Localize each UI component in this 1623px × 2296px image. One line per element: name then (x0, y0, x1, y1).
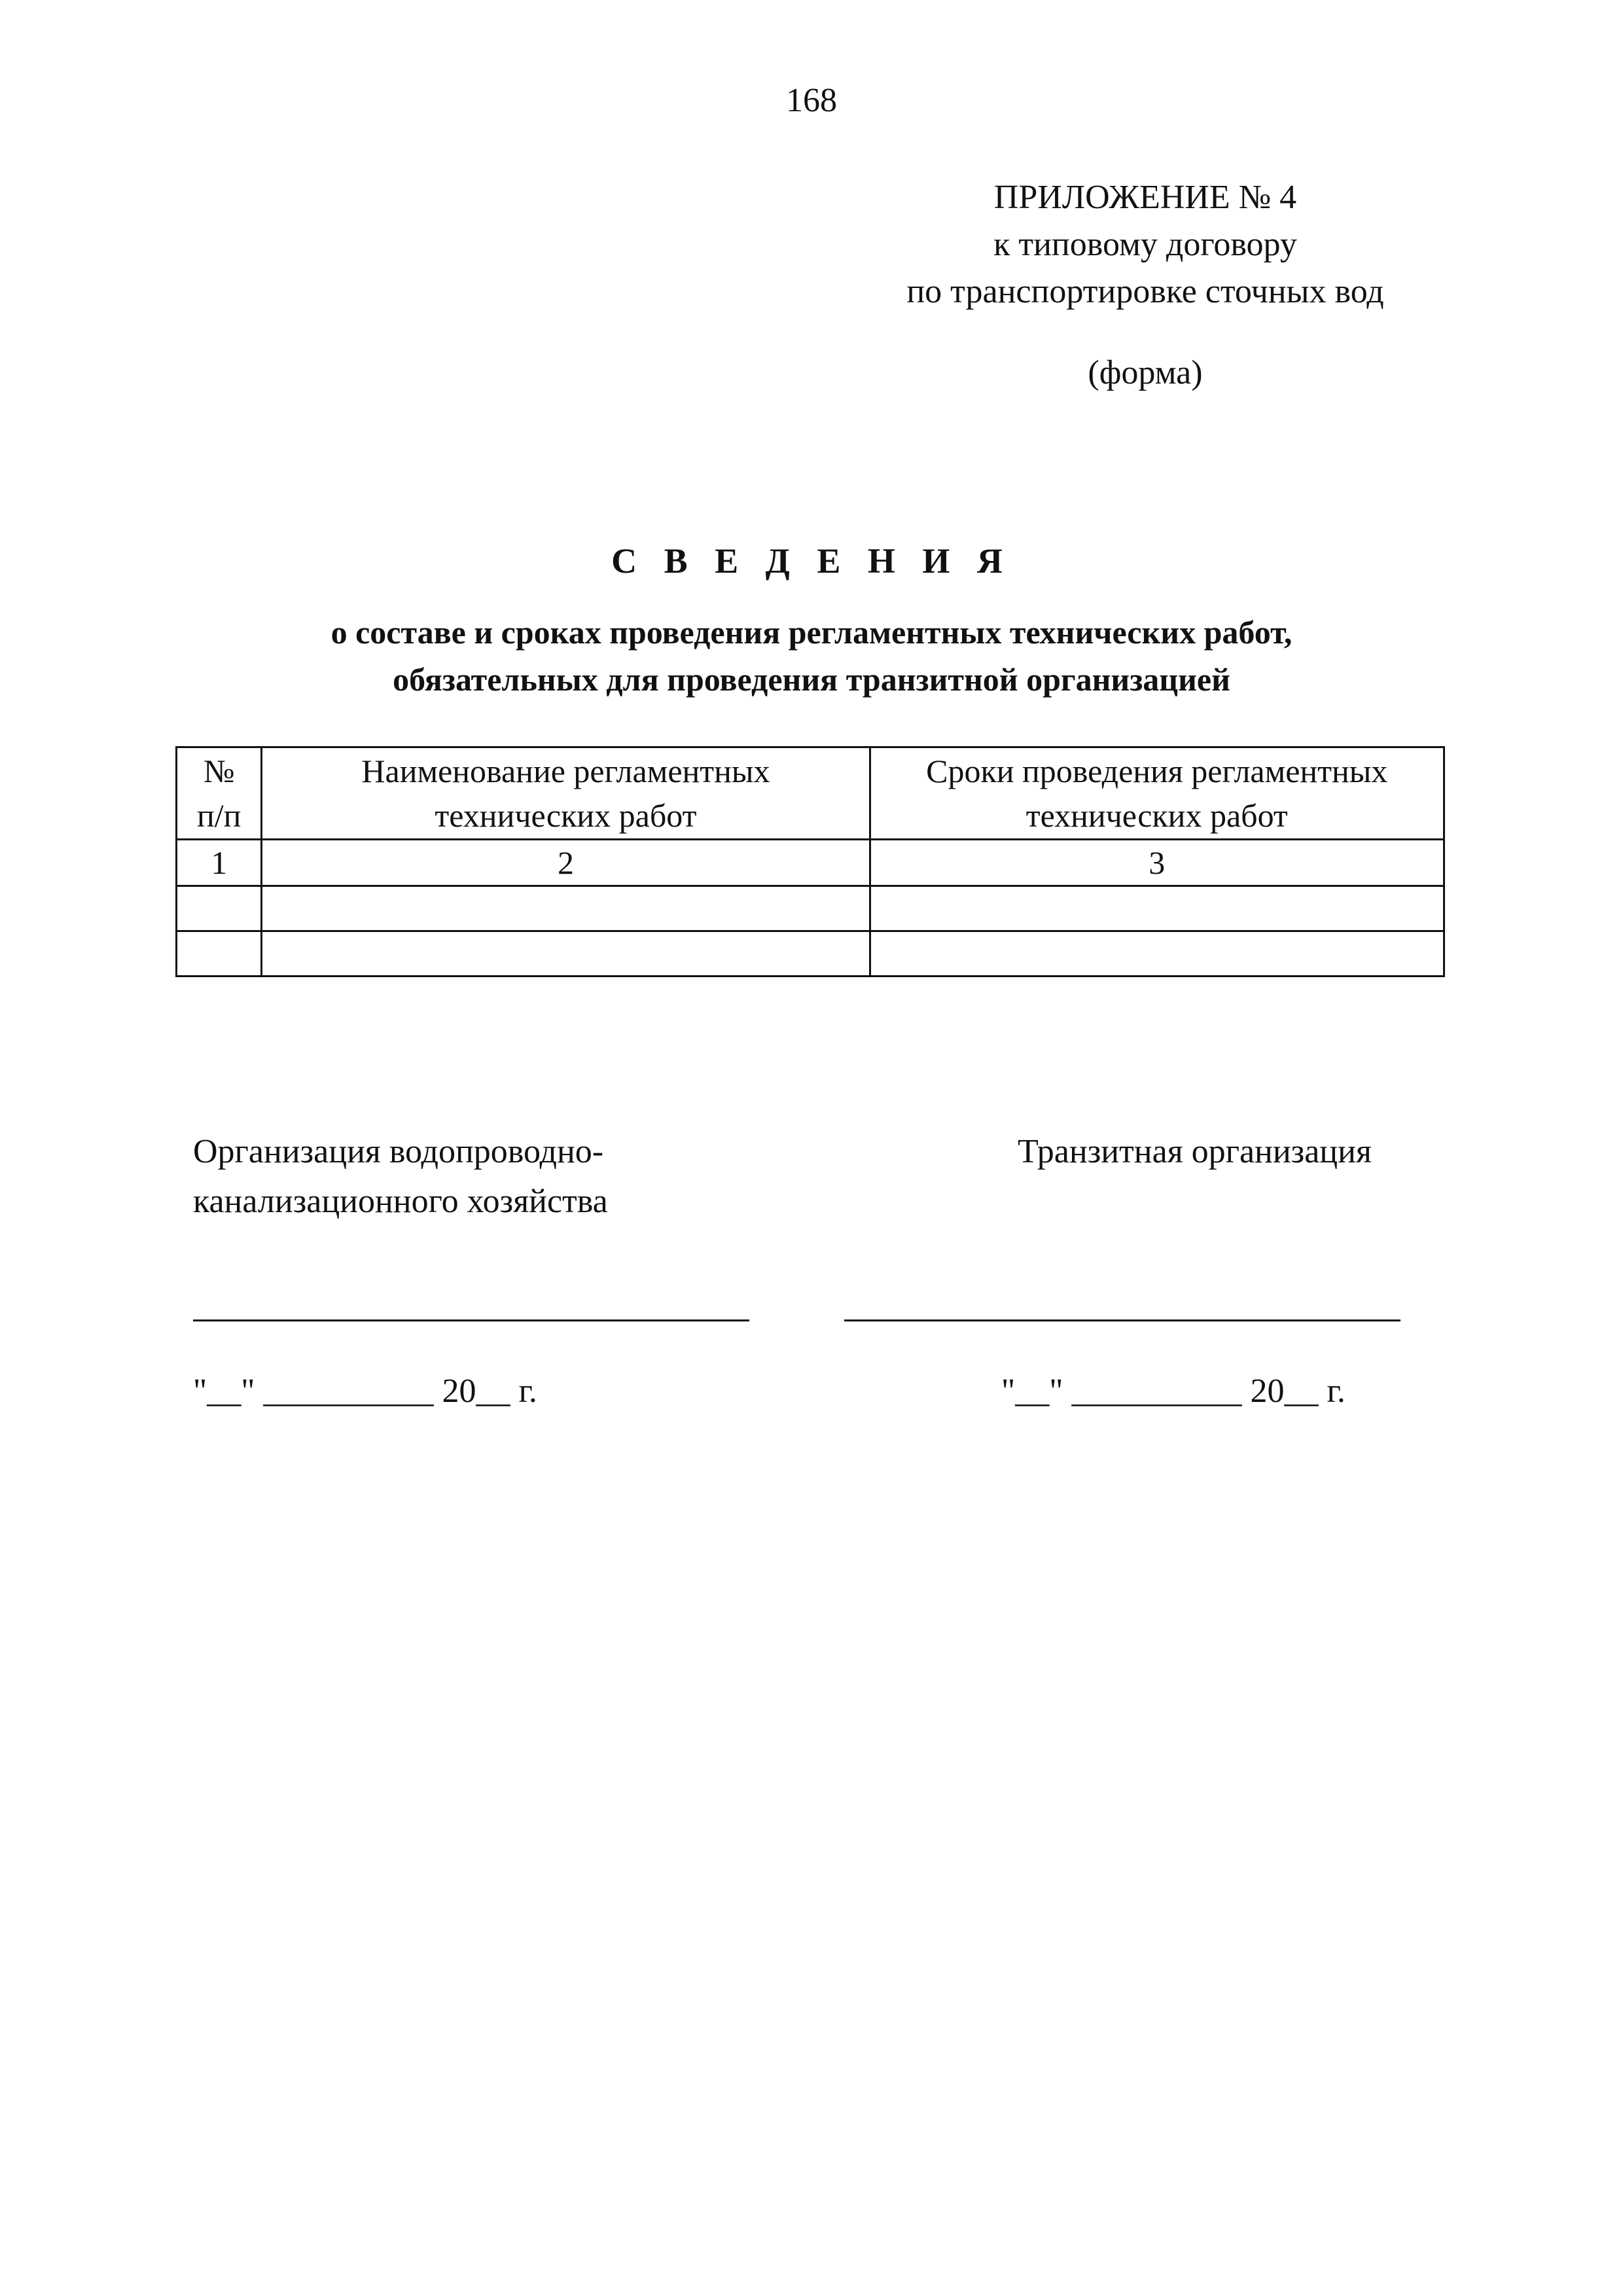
header-number (177, 747, 262, 840)
empty-cell (177, 886, 262, 931)
appendix-line-2: по транспортировке сточных вод (906, 273, 1384, 310)
header-term-line-2: технических работ (1026, 797, 1288, 834)
header-name-line-1: Наименование регламентных (361, 753, 770, 789)
page-number: 168 (786, 82, 837, 119)
header-work-name (262, 747, 870, 840)
works-table (175, 746, 1445, 977)
left-party-line-1: Организация водопроводно- (193, 1133, 604, 1170)
column-number-1: 1 (177, 840, 262, 886)
header-number-line-2: п/п (196, 797, 241, 834)
column-number-3: 3 (870, 840, 1444, 886)
signature-line-right (844, 1319, 1400, 1321)
header-term-line-1: Сроки проведения регламентных (926, 753, 1388, 789)
signature-block-left (193, 1127, 608, 1227)
subtitle-line-1: о составе и сроках проведения регламентных технических работ, (330, 614, 1293, 651)
empty-cell (262, 886, 870, 931)
column-number-2: 2 (262, 840, 870, 886)
right-party: Транзитная организация (1018, 1133, 1372, 1170)
empty-cell (177, 931, 262, 977)
date-field-left: "__" __________ 20__ г. (193, 1372, 537, 1410)
table-header-row (177, 747, 1444, 840)
column-number-row (177, 840, 1444, 886)
subtitle-line-2: обязательных для проведения транзитной организацией (393, 661, 1230, 698)
signature-block-right (1018, 1127, 1372, 1177)
left-party-line-2: канализационного хозяйства (193, 1183, 608, 1220)
header-work-term (870, 747, 1444, 840)
empty-cell (262, 931, 870, 977)
table-row (177, 931, 1444, 977)
header-name-line-2: технических работ (435, 797, 697, 834)
appendix-line-1: к типовому договору (993, 226, 1297, 263)
date-field-right: "__" __________ 20__ г. (1001, 1372, 1346, 1410)
appendix-title: ПРИЛОЖЕНИЕ № 4 (993, 179, 1297, 216)
document-title: С В Е Д Е Н И Я (611, 541, 1012, 581)
form-note: (форма) (1088, 354, 1203, 391)
signature-line-left (193, 1319, 749, 1321)
empty-cell (870, 931, 1444, 977)
header-number-line-1: № (203, 753, 235, 789)
appendix-header (851, 174, 1440, 397)
table-row (177, 886, 1444, 931)
document-subtitle (0, 609, 1623, 703)
empty-cell (870, 886, 1444, 931)
